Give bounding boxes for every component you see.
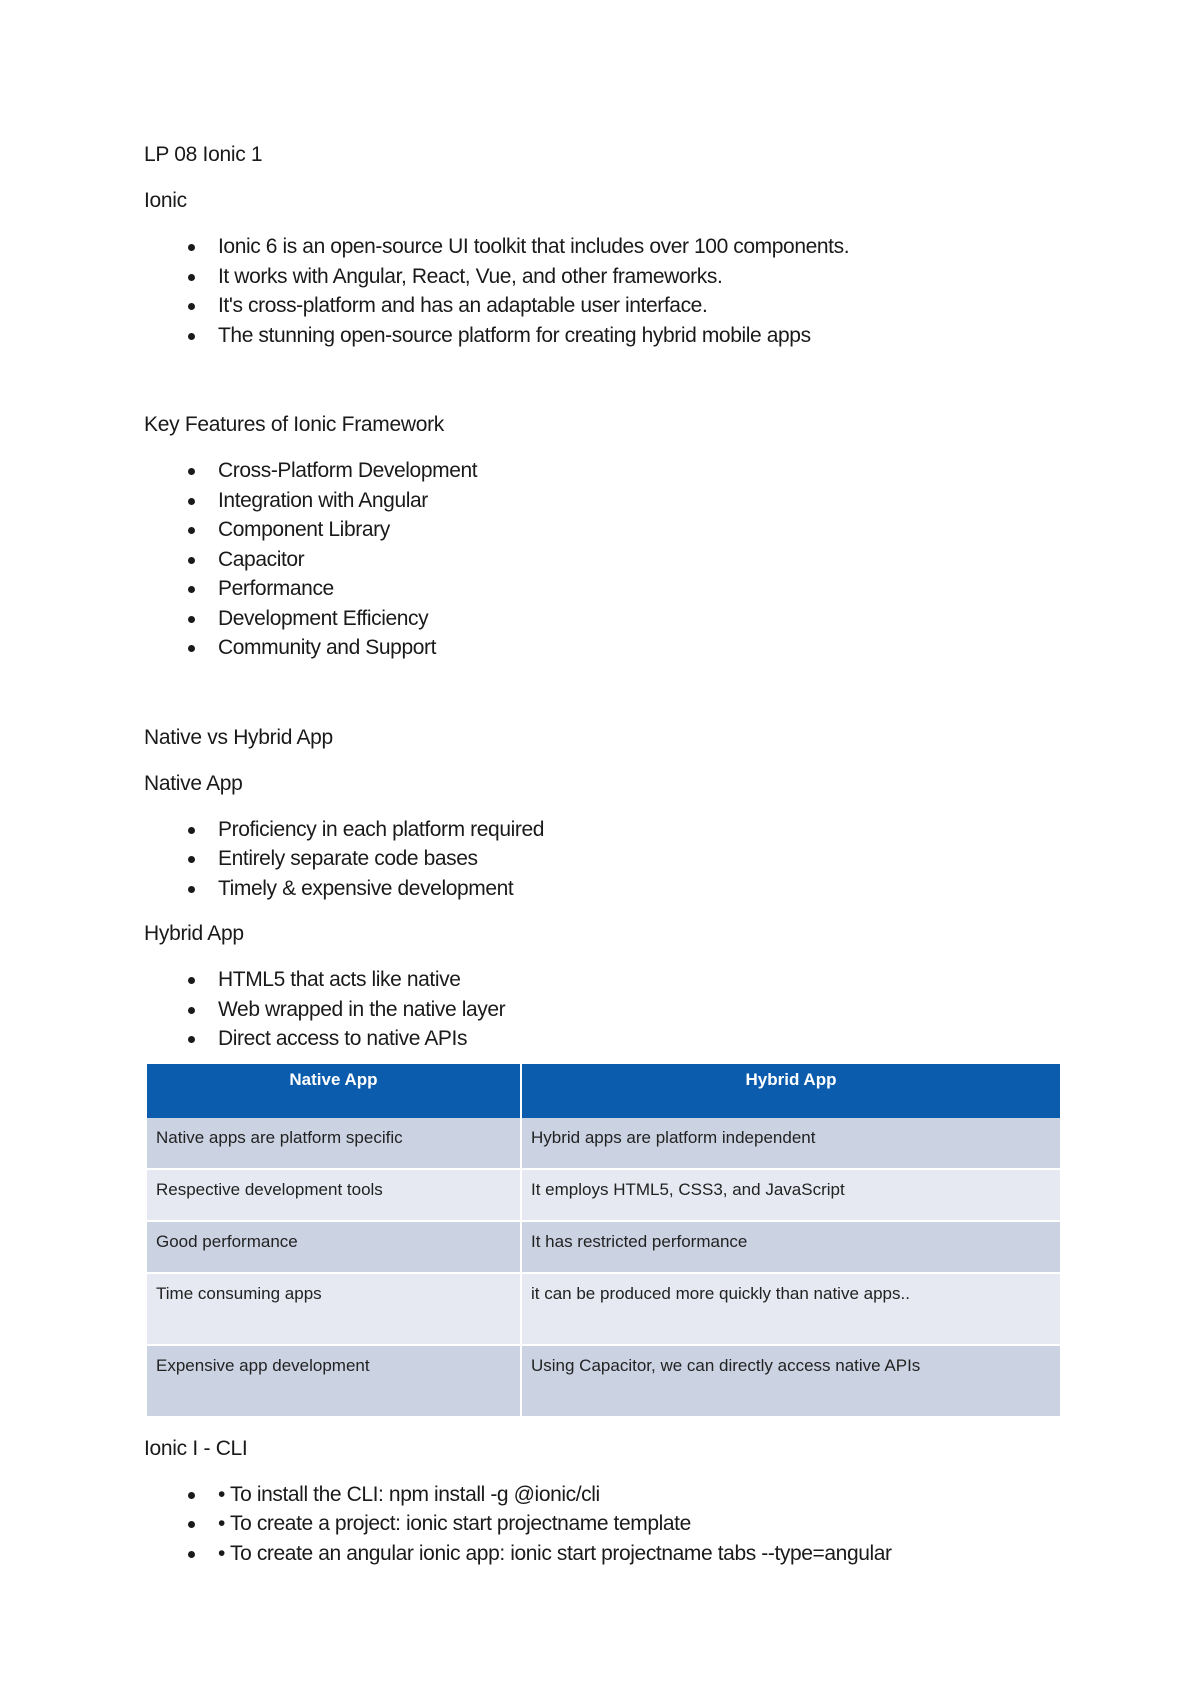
cli-list — [144, 1480, 1064, 1569]
list-item: It's cross-platform and has an adaptable user interface. — [218, 291, 1064, 321]
list-item: Ionic 6 is an open-source UI toolkit that includes over 100 components. — [218, 232, 1064, 262]
table-header-hybrid: Hybrid App — [521, 1064, 1061, 1118]
table-cell: Respective development tools — [147, 1169, 521, 1221]
table-cell: Native apps are platform specific — [147, 1118, 521, 1169]
table-row — [147, 1169, 1061, 1221]
subheading-hybrid-app: Hybrid App — [144, 922, 244, 945]
table-row — [147, 1345, 1061, 1417]
list-item: • To install the CLI: npm install -g @ionic/cli — [218, 1480, 1064, 1510]
list-item: • To create a project: ionic start projectname template — [218, 1509, 1064, 1539]
hybrid-app-list — [144, 965, 1064, 1054]
list-item: Community and Support — [218, 633, 1064, 663]
list-item: • To create an angular ionic app: ionic start projectname tabs --type=angular — [218, 1539, 1064, 1569]
spacer — [144, 366, 1064, 410]
table-row — [147, 1273, 1061, 1345]
document-content — [144, 140, 1064, 1584]
table-cell: Expensive app development — [147, 1345, 521, 1417]
list-item: Entirely separate code bases — [218, 844, 1064, 874]
table-cell: It employs HTML5, CSS3, and JavaScript — [521, 1169, 1061, 1221]
list-item: Cross-Platform Development — [218, 456, 1064, 486]
table-cell: Good performance — [147, 1221, 521, 1273]
list-item: Timely & expensive development — [218, 874, 1064, 904]
features-list — [144, 456, 1064, 663]
subheading-native-app: Native App — [144, 771, 243, 795]
table-row — [147, 1118, 1061, 1169]
list-item: Web wrapped in the native layer — [218, 995, 1064, 1025]
list-item: HTML5 that acts like native — [218, 965, 1064, 995]
section-heading-native-vs-hybrid: Native vs Hybrid App — [144, 725, 333, 749]
document-title: LP 08 Ionic 1 — [144, 143, 263, 166]
section-heading-cli: Ionic I - CLI — [144, 1436, 248, 1460]
section-heading-ionic: Ionic — [144, 189, 187, 212]
section-heading-features: Key Features of Ionic Framework — [144, 413, 444, 436]
comparison-table — [147, 1064, 1062, 1418]
list-item: It works with Angular, React, Vue, and other frameworks. — [218, 262, 1064, 292]
table-cell: It has restricted performance — [521, 1221, 1061, 1273]
table-header-native: Native App — [147, 1064, 521, 1118]
native-app-list — [144, 815, 1064, 904]
table-row — [147, 1221, 1061, 1273]
ionic-list — [144, 232, 1064, 350]
list-item: The stunning open-source platform for creating hybrid mobile apps — [218, 321, 1064, 351]
list-item: Performance — [218, 574, 1064, 604]
spacer — [144, 679, 1064, 723]
table-cell: Hybrid apps are platform independent — [521, 1118, 1061, 1169]
list-item: Integration with Angular — [218, 486, 1064, 516]
table-cell: it can be produced more quickly than native apps.. — [521, 1273, 1061, 1345]
list-item: Development Efficiency — [218, 604, 1064, 634]
list-item: Component Library — [218, 515, 1064, 545]
list-item: Direct access to native APIs — [218, 1024, 1064, 1054]
table-cell: Using Capacitor, we can directly access native APIs — [521, 1345, 1061, 1417]
list-item: Proficiency in each platform required — [218, 815, 1064, 845]
table-cell: Time consuming apps — [147, 1273, 521, 1345]
list-item: Capacitor — [218, 545, 1064, 575]
table-header-row — [147, 1064, 1061, 1118]
